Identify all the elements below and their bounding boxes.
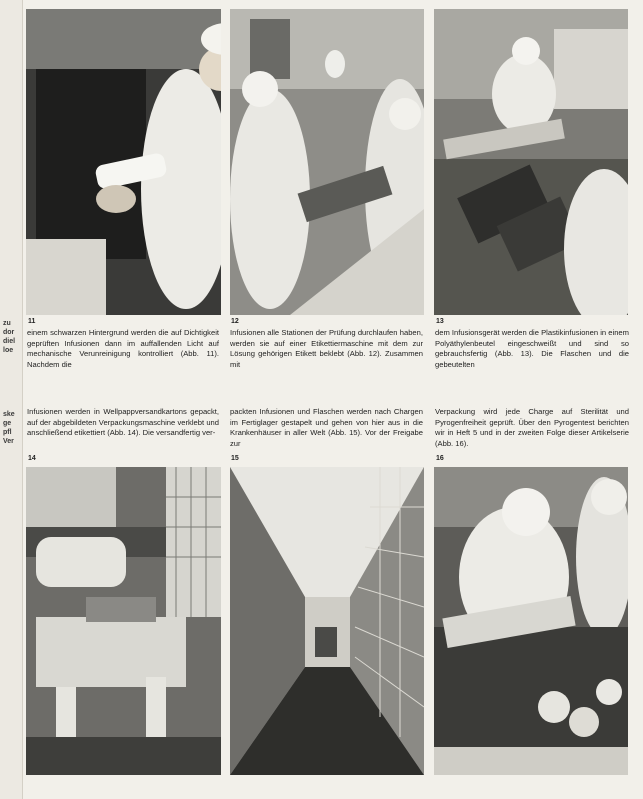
text-column-bottom-3: Verpackung wird jede Charge auf Sterilität und Pyrogenfreiheit geprüft. Über den Pyrogentest berichten wir in Heft 5 und in der zweiten Folge dieser Artikelserie (Abb. 16).	[435, 407, 629, 448]
text-column-top-3: dem Infusionsgerät werden die Plastikinfusionen in einem Polyäthylenbeutel eingeschweißt und sind so gebrauchsfertig (Abb. 13). Die Flaschen und die gebeutelten	[435, 328, 629, 369]
text-column-bottom-2: packten Infusionen und Flaschen werden nach Chargen im Fertiglager gestapelt und gehen von hier aus in die Krankenhäuser in aller Welt (Abb. 15). Vor der Freigabe zur	[230, 407, 423, 448]
text-column-bottom-1: Infusionen werden in Wellpappversandkartons gepackt, auf der abgebildeten Verpackungsmaschine verklebt und anschließend etikettiert (Abb. 14). Die versandfertig ver-	[27, 407, 219, 437]
photo-fig-15	[230, 467, 424, 775]
edge-text-top: zu dor diel loe	[3, 320, 16, 354]
photo-fig-11	[26, 9, 221, 315]
figure-number-15: 15	[231, 455, 239, 462]
photo-fig-14	[26, 467, 221, 775]
photo-fig-16	[434, 467, 628, 775]
figure-number-16: 16	[436, 455, 444, 462]
left-page-edge	[0, 0, 23, 799]
photo-fig-13	[434, 9, 628, 315]
figure-number-12: 12	[231, 318, 239, 325]
photo-fig-12	[230, 9, 424, 315]
edge-text-bottom: ske ge pfl Ver	[3, 411, 15, 445]
figure-number-14: 14	[28, 455, 36, 462]
figure-number-11: 11	[28, 318, 36, 325]
text-column-top-2: Infusionen alle Stationen der Prüfung durchlaufen haben, werden sie auf einer Etikettiermaschine mit dem zur Lösung gehörigen Etikett beklebt (Abb. 12). Zusammen mit	[230, 328, 423, 369]
text-column-top-1: einem schwarzen Hintergrund werden die auf Dichtigkeit geprüften Infusionen dann im auffallenden Licht auf mechanische Verunreinigung kontrolliert (Abb. 11). Nachdem die	[27, 328, 219, 369]
figure-number-13: 13	[436, 318, 444, 325]
